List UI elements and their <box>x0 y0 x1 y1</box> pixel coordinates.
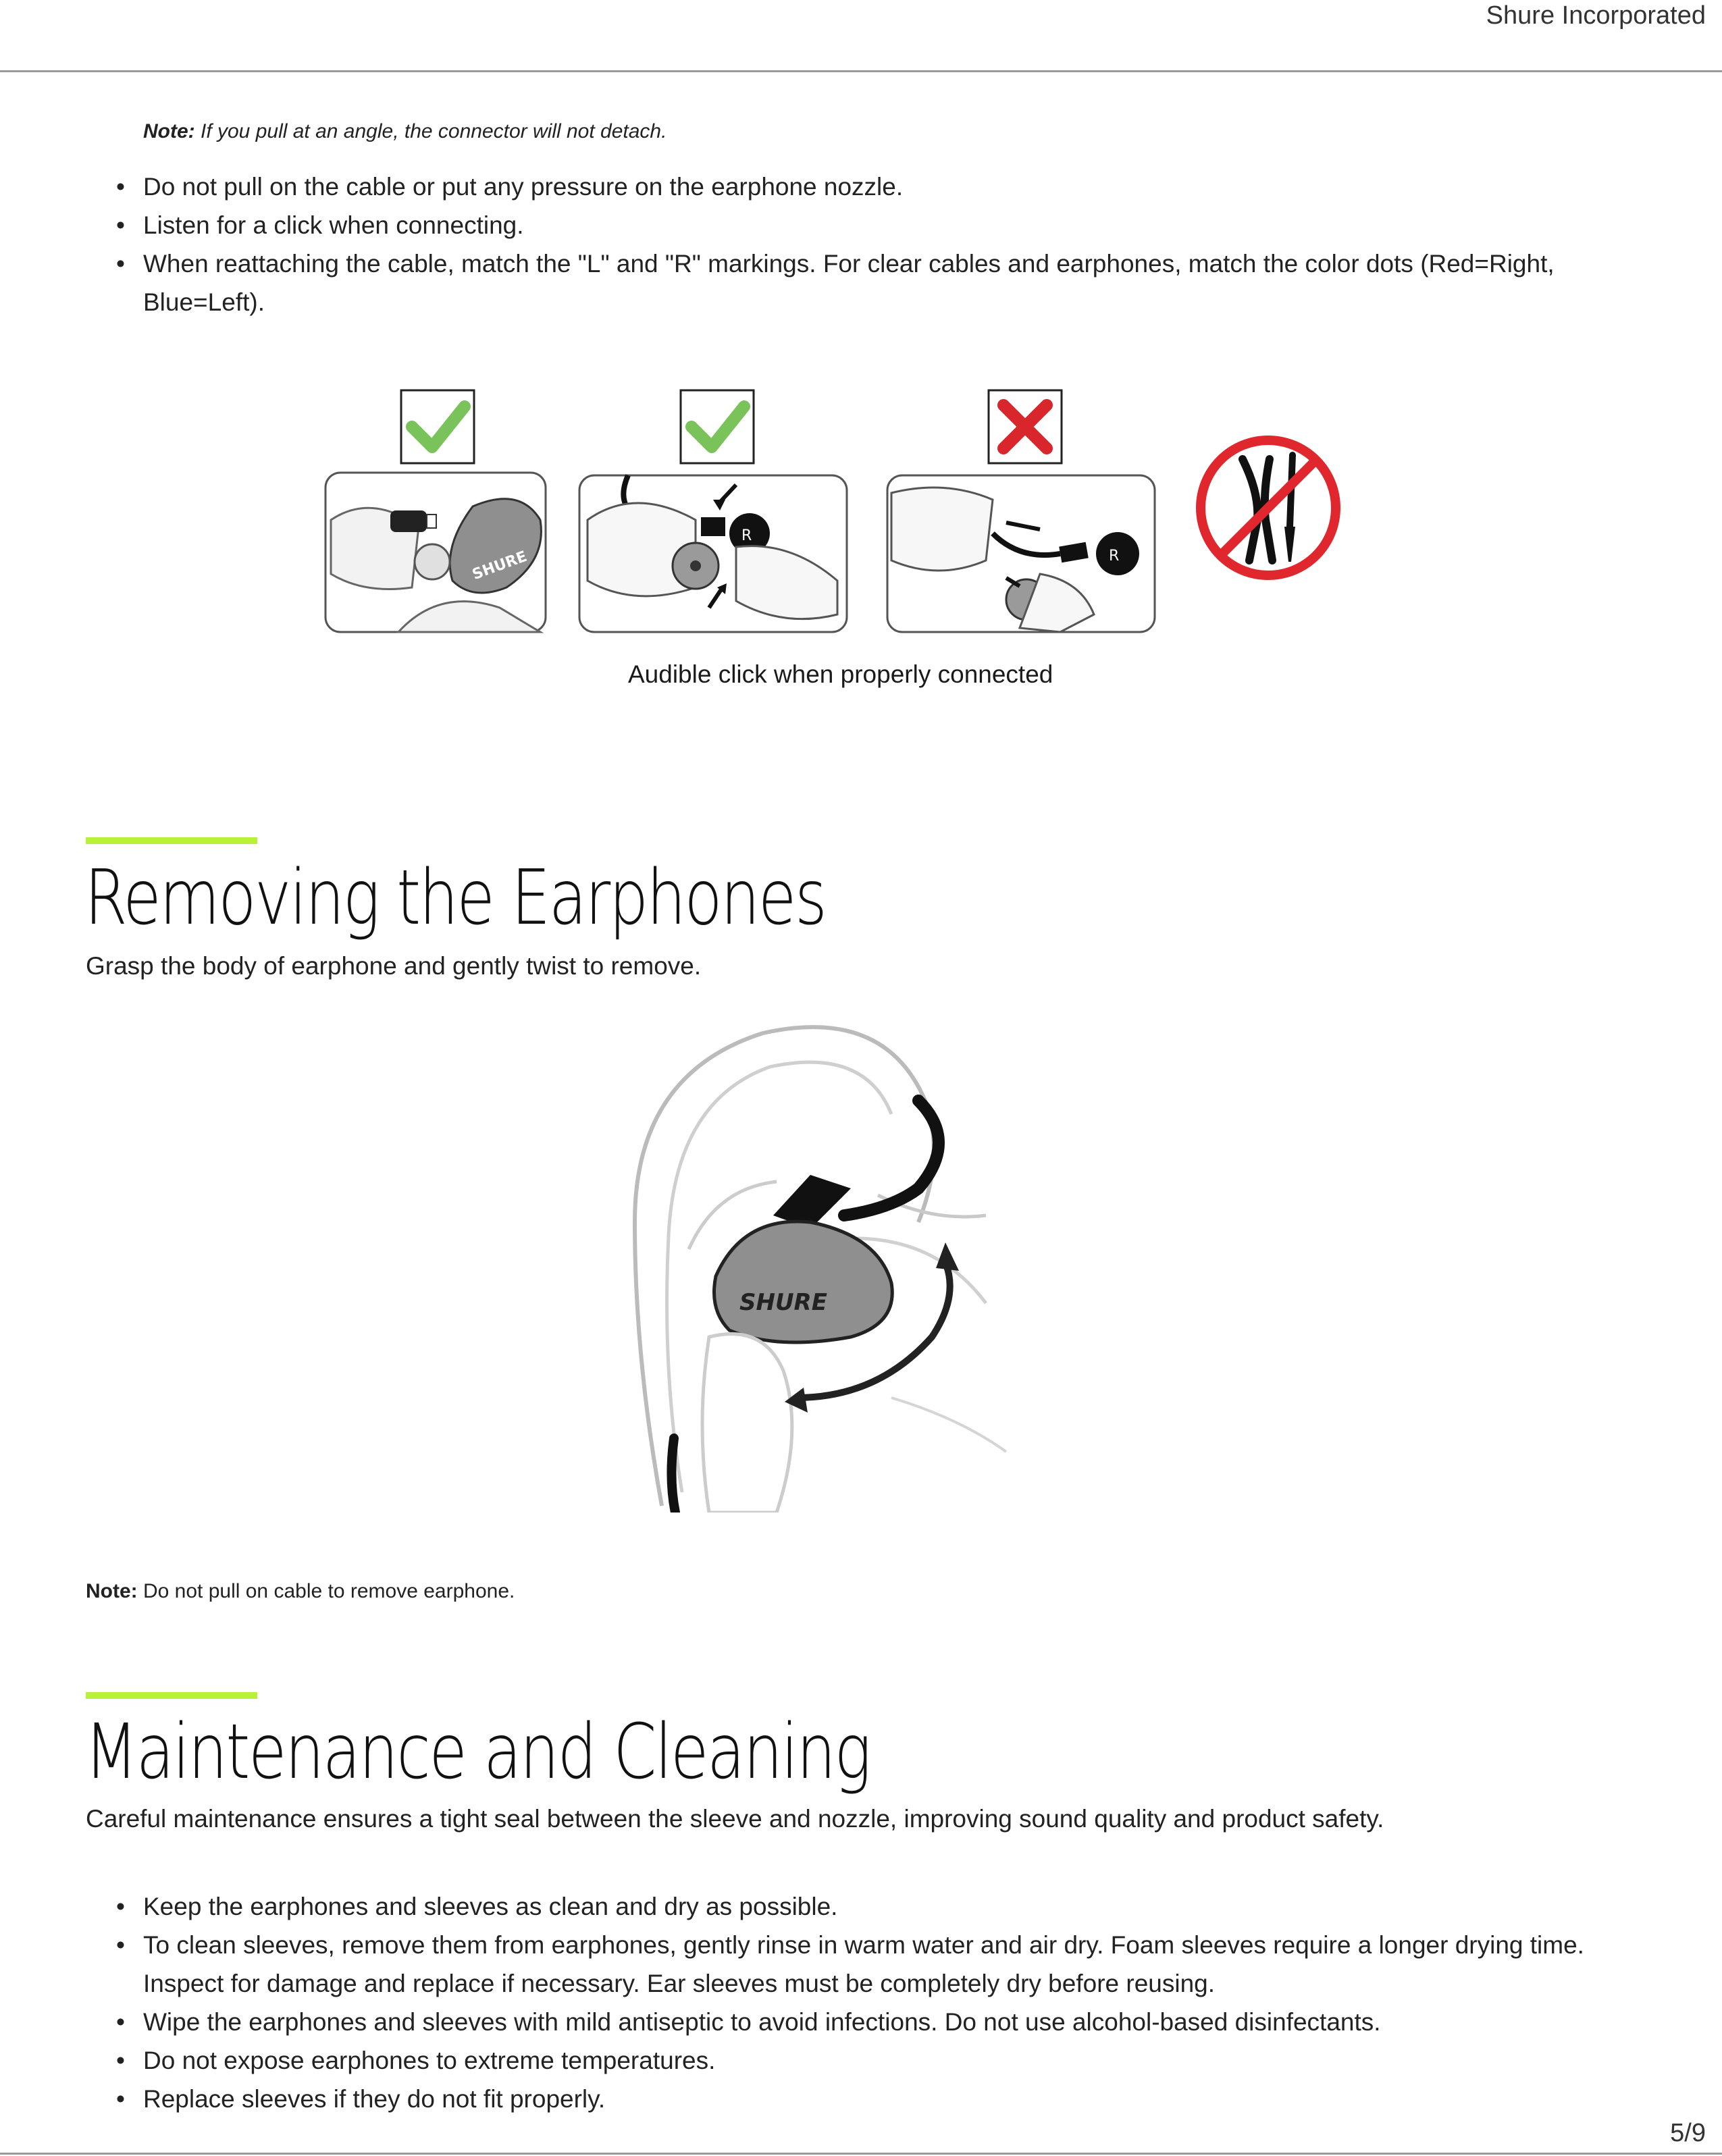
figure-caption: Audible click when properly connected <box>628 660 1053 688</box>
cross-icon <box>989 390 1062 463</box>
connector-bullet-list <box>143 167 1595 321</box>
list-item: • Wipe the earphones and sleeves with mild antiseptic to avoid infections. Do not use alcohol-based disinfectants. <box>143 2003 1595 2041</box>
list-item: • Keep the earphones and sleeves as clean and dry as possible. <box>143 1887 1595 1926</box>
note-label: Note: <box>143 120 195 142</box>
maintenance-text: Careful maintenance ensures a tight seal between the sleeve and nozzle, improving sound quality and product safety. <box>86 1805 1384 1833</box>
section-accent-bar <box>86 837 257 844</box>
connector-note <box>143 120 667 143</box>
angled-pull-panel <box>887 475 1155 632</box>
removing-text: Grasp the body of earphone and gently twist to remove. <box>86 952 702 980</box>
figure-logo: SHURE <box>470 548 529 584</box>
note-text: Do not pull on cable to remove earphone. <box>137 1580 515 1602</box>
list-item: • Do not expose earphones to extreme temperatures. <box>143 2041 1595 2080</box>
figure-mark: R <box>1109 548 1120 564</box>
note-label: Note: <box>86 1580 138 1602</box>
list-item: • When reattaching the cable, match the "L" and "R" markings. For clear cables and earphones, match the color dots (Red=Right, Blue=Left). <box>143 244 1595 321</box>
header-company: Shure Incorporated <box>1486 1 1706 30</box>
ear-removal-illustration <box>608 1020 1067 1513</box>
section-title-maintenance: Maintenance and Cleaning <box>84 1708 870 1796</box>
list-item: • Replace sleeves if they do not fit properly. <box>143 2080 1595 2118</box>
footer-divider <box>0 2153 1722 2155</box>
connector-illustration <box>317 385 1371 641</box>
earphone-connector-panel <box>325 473 546 632</box>
list-item: • Listen for a click when connecting. <box>143 206 1595 244</box>
header-divider <box>0 70 1722 72</box>
figure-mark: R <box>741 527 752 544</box>
maintenance-bullet-list <box>143 1887 1595 2118</box>
list-item: • Do not pull on the cable or put any pressure on the earphone nozzle. <box>143 167 1595 206</box>
connector-pinch-panel <box>579 475 847 632</box>
note-text: If you pull at an angle, the connector will not detach. <box>194 120 667 142</box>
figure-logo: SHURE <box>739 1289 827 1316</box>
no-tools-icon <box>1201 440 1336 575</box>
page-number: 5/9 <box>1670 2119 1706 2147</box>
check-icon <box>401 390 474 463</box>
section-accent-bar <box>86 1692 257 1699</box>
list-item: • To clean sleeves, remove them from earphones, gently rinse in warm water and air dry. Foam sleeves require a longer drying time. Inspect for damage and replace if necessary. Ear sleeves must be completely dry before reusing. <box>143 1926 1595 2003</box>
check-icon <box>681 390 754 463</box>
section-title-removing: Removing the Earphones <box>84 854 826 942</box>
removing-note <box>86 1580 515 1603</box>
